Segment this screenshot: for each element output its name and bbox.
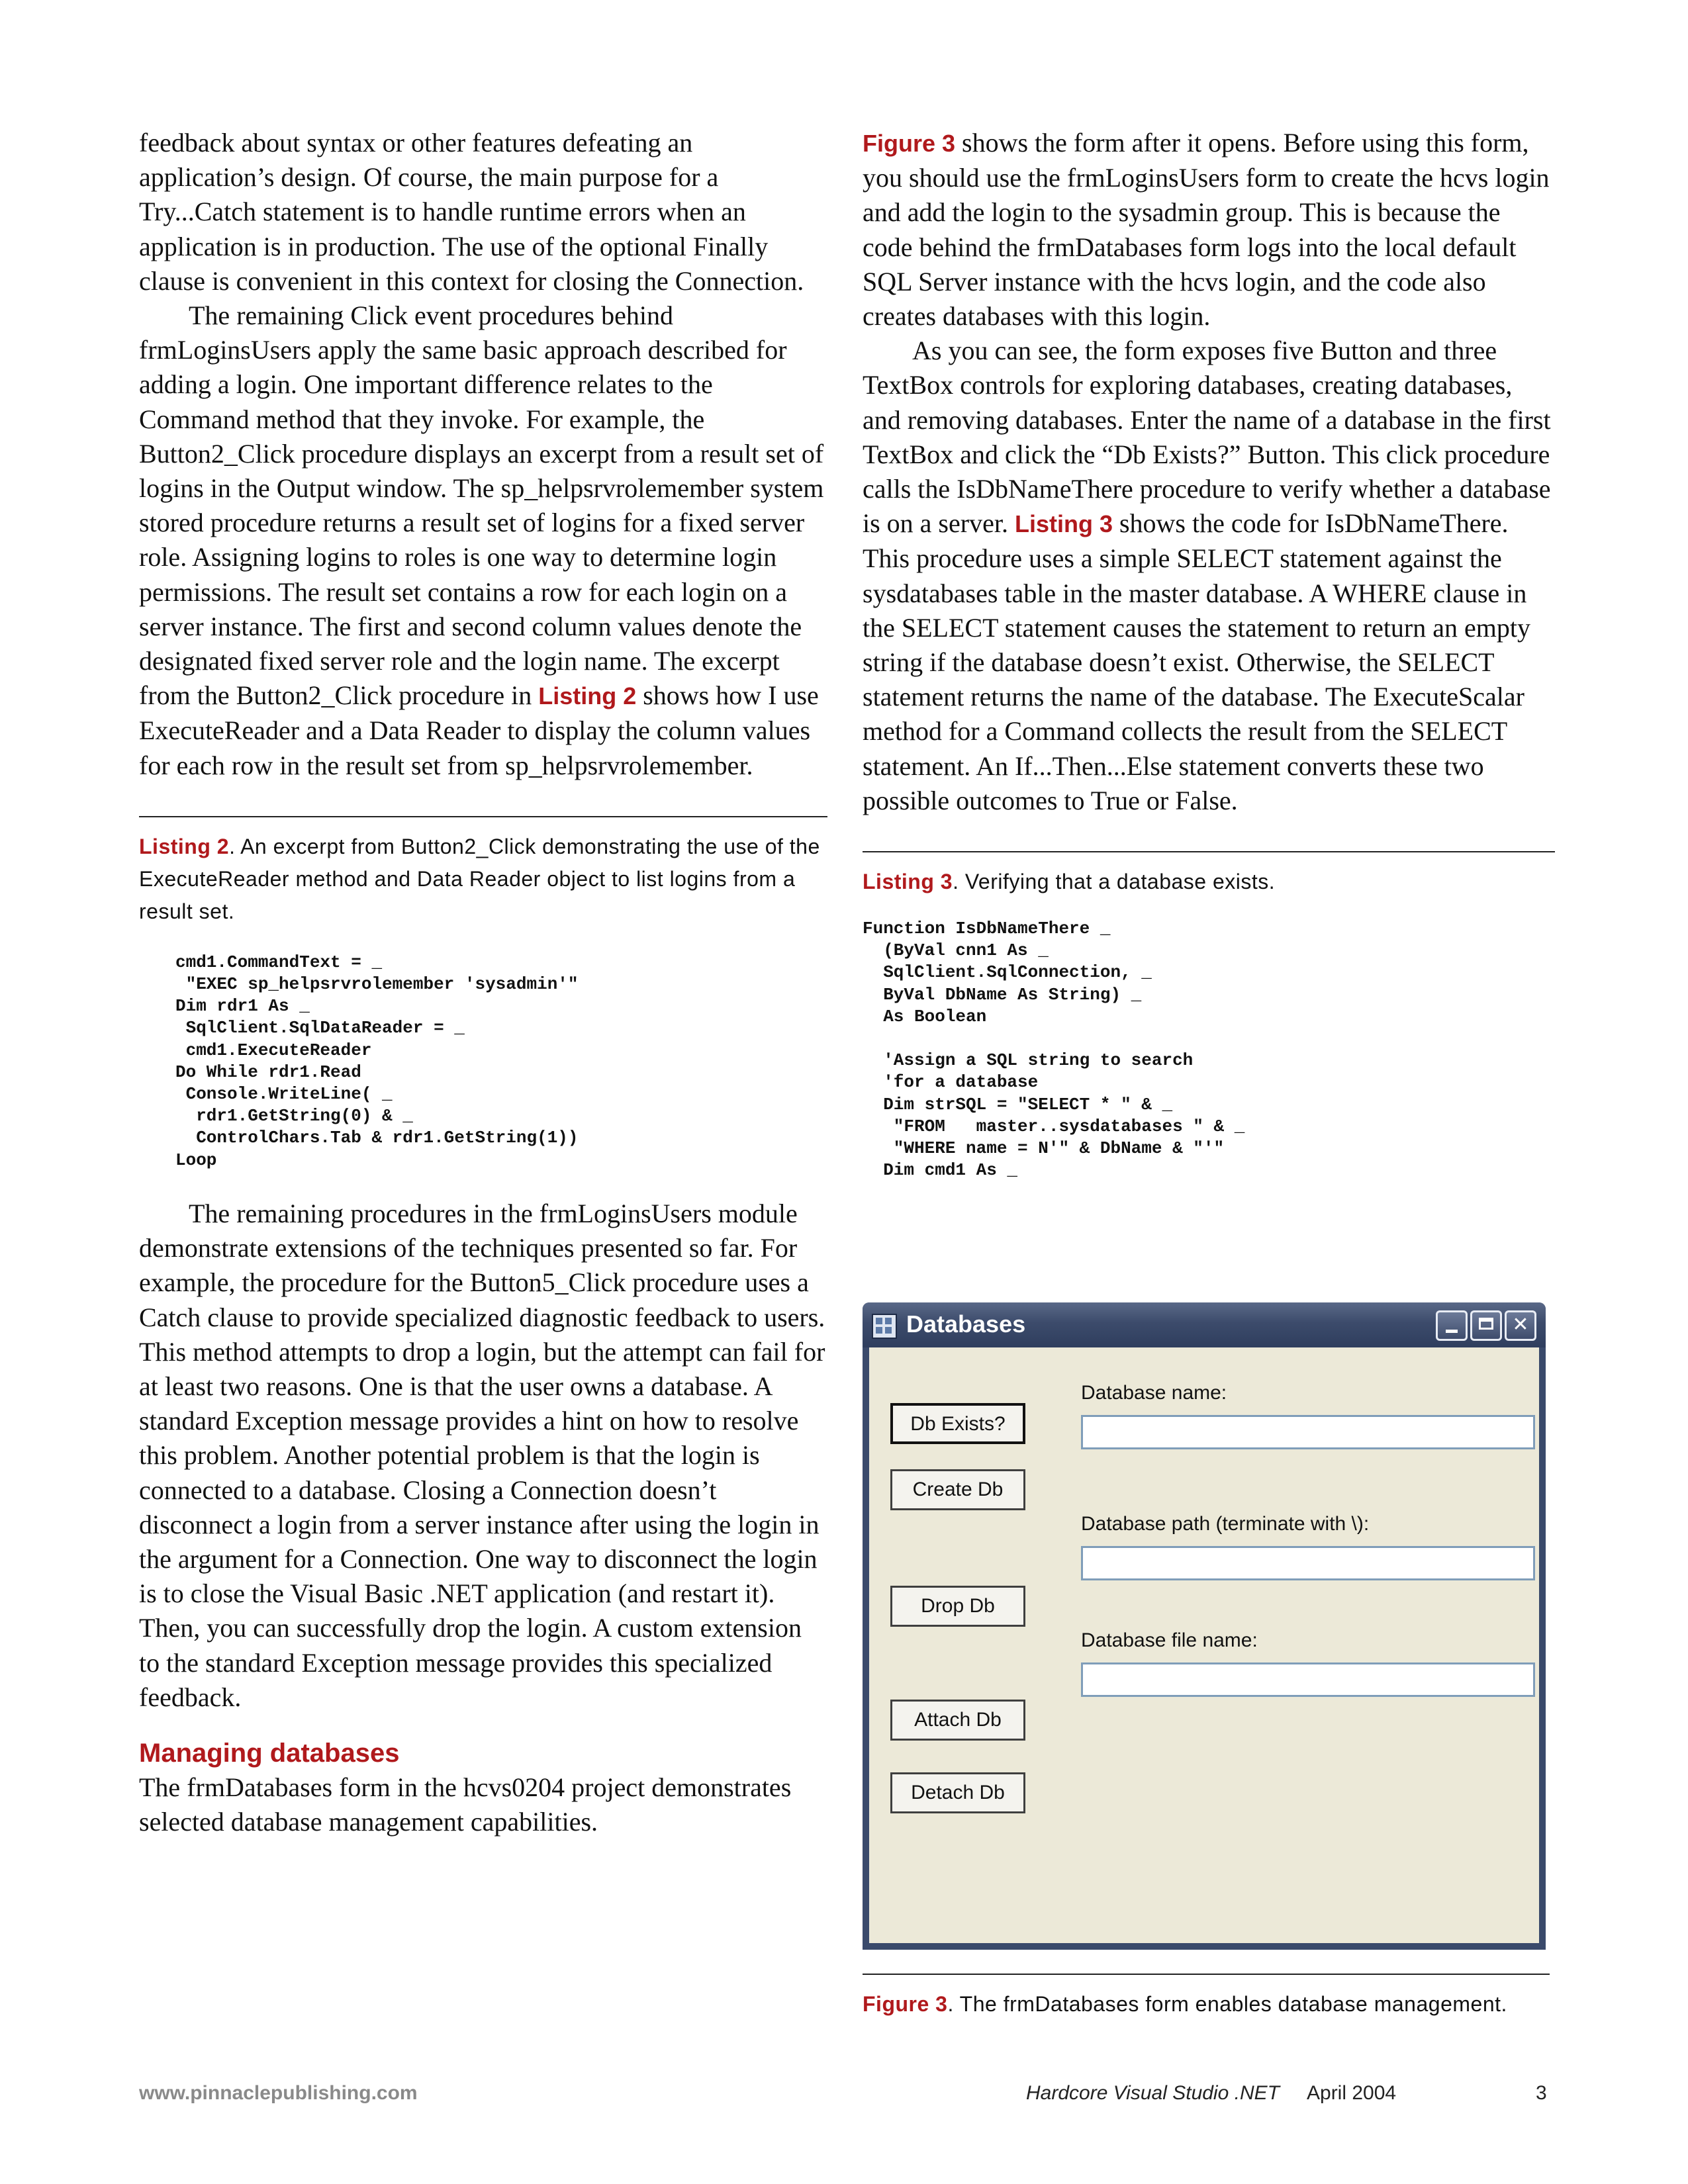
paragraph: The remaining procedures in the frmLoginsUsers module demonstrate extensions of the techniques presented so far. For example, the procedure for the Button5_Click procedure uses a Catch clause to provide specialized diagnostic feedback to users. This method attempts to drop a login, but the attempt can fail for at least two reasons. One is that the user owns a database. A standard Exception message provides a hint on how to resolve this problem. Another potential problem is that the login is connected to a database. Closing a Connection doesn’t disconnect a login from a server instance after using the login in the argument for a Connection. One way to disconnect the login is to close the Visual Basic .NET application (and restart it). Then, you can successfully drop the login. A custom extension to the standard Exception message provides this specialized feedback.	[139, 1198, 825, 1712]
left-body-top	[139, 126, 827, 783]
right-body	[863, 126, 1555, 818]
section-heading: Managing databases	[139, 1738, 400, 1768]
listing-3-reference[interactable]: Listing 3	[1014, 510, 1113, 538]
paragraph: feedback about syntax or other features defeating an application’s design. Of course, the main purpose for a Try...Catch statement is to handle runtime errors when an application is in production. The use of the optional Finally clause is convenient in this context for closing the Connection.	[139, 128, 804, 296]
paragraph	[863, 126, 1555, 334]
paragraph-text: The remaining Click event procedures behind frmLoginsUsers apply the same basic approach described for adding a login. One important difference relates to the Command method that they invoke. For example, the Button2_Click procedure displays an excerpt from a result set of logins in the Output window. The sp_helpsrvrolemember system stored procedure returns a result set of logins for a fixed server role. Assigning logins to roles is one way to determine login permissions. The result set contains a row for each login on a server instance. The first and second column values denote the designated fixed server role and the login name. The excerpt from the Button2_Click procedure in	[139, 300, 824, 711]
listing-3-code: Function IsDbNameThere _ (ByVal cnn1 As _ SqlClient.SqlConnection, _ ByVal DbName As String) _ As Boolean 'Assign a SQL string to search 'for a database Dim strSQL = "SELECT * " & _ "FROM master..sysdatabases " & _ "WHERE name = N'" & DbName & "'" Dim cmd1 As _	[863, 919, 1245, 1181]
detach-db-button[interactable]: Detach Db	[890, 1772, 1025, 1813]
right-column	[863, 126, 1555, 1182]
database-file-name-input[interactable]	[1081, 1662, 1535, 1697]
databases-window	[863, 1302, 1546, 1950]
listing-2-label: Listing 2	[139, 834, 230, 858]
listing-3-caption-text: . Verifying that a database exists.	[953, 870, 1276, 894]
create-db-button[interactable]: Create Db	[890, 1469, 1025, 1510]
listing-2-divider	[139, 816, 827, 817]
paragraph-text: shows the code for IsDbNameThere. This procedure uses a simple SELECT statement against the sysdatabases table in the master database. A WHERE clause in the SELECT statement causes the statement to return an empty string if the database doesn’t exist. Otherwise, the SELECT statement returns the name of the database. The ExecuteScalar method for a Command collects the result from the SELECT statement. An If...Then...Else statement converts these two possible outcomes to True or False.	[863, 508, 1530, 815]
close-icon[interactable]: ✕	[1505, 1310, 1536, 1341]
database-file-name-label: Database file name:	[1081, 1629, 1258, 1651]
listing-2-reference[interactable]: Listing 2	[538, 682, 637, 710]
paragraph-text: shows how I use ExecuteReader and a Data Reader to display the column values for each row in the result set from sp_helpsrvrolemember.	[139, 680, 819, 780]
paragraph: The frmDatabases form in the hcvs0204 project demonstrates selected database management capabilities.	[139, 1772, 792, 1837]
database-path-label: Database path (terminate with \):	[1081, 1513, 1370, 1535]
window-client-area	[869, 1347, 1539, 1943]
window-title: Databases	[906, 1310, 1026, 1338]
figure-3-divider	[863, 1974, 1550, 1975]
footer-url[interactable]: www.pinnaclepublishing.com	[139, 2082, 418, 2104]
figure-3-caption-text: . The frmDatabases form enables database management.	[947, 1992, 1507, 2016]
left-body-end	[139, 1770, 827, 1839]
database-path-input[interactable]	[1081, 1546, 1535, 1580]
footer-publication: Hardcore Visual Studio .NET	[1026, 2082, 1280, 2104]
drop-db-button[interactable]: Drop Db	[890, 1586, 1025, 1627]
listing-3-divider	[863, 851, 1555, 852]
listing-3-caption	[863, 866, 1555, 898]
figure-3-label: Figure 3	[863, 1992, 948, 2016]
listing-2-caption	[139, 831, 827, 928]
left-body-bottom	[139, 1197, 827, 1715]
db-exists-button[interactable]: Db Exists?	[890, 1403, 1025, 1444]
database-name-input[interactable]	[1081, 1415, 1535, 1449]
listing-2-code: cmd1.CommandText = _ "EXEC sp_helpsrvrolemember 'sysadmin'" Dim rdr1 As _ SqlClient.SqlDataReader = _ cmd1.ExecuteReader Do While rdr1.Read Console.WriteLine( _ rdr1.GetString(0) & _ ControlChars.Tab & rdr1.GetString(1)) Loop	[175, 952, 579, 1170]
listing-2-caption-text: . An excerpt from Button2_Click demonstrating the use of the ExecuteReader method and Data Reader object to list logins from a result set.	[139, 834, 820, 923]
left-column	[139, 126, 827, 1839]
page-number: 3	[1536, 2082, 1547, 2104]
figure-3-reference[interactable]: Figure 3	[863, 130, 956, 157]
maximize-icon[interactable]	[1470, 1310, 1502, 1341]
paragraph-text: As you can see, the form exposes five Button and three TextBox controls for exploring databases, creating databases, and removing databases. Enter the name of a database in the first TextBox and click the “Db Exists?” Button. This click procedure calls the IsDbNameThere procedure to verify whether a database is on a server.	[863, 336, 1551, 539]
listing-3-label: Listing 3	[863, 870, 953, 894]
app-icon	[872, 1314, 897, 1339]
paragraph	[139, 298, 827, 783]
database-name-label: Database name:	[1081, 1382, 1227, 1404]
footer-date: April 2004	[1307, 2082, 1397, 2104]
window-title-bar[interactable]	[863, 1302, 1546, 1347]
minimize-icon[interactable]	[1436, 1310, 1468, 1341]
paragraph-text: shows the form after it opens. Before using this form, you should use the frmLoginsUsers form to create the hcvs login and add the login to the sysadmin group. This is because the code behind the frmDatabases form logs into the local default SQL Server instance with the hcvs login, and the code also creates databases with this login.	[863, 128, 1550, 332]
figure-3-caption	[863, 1988, 1551, 2021]
paragraph	[863, 334, 1555, 818]
attach-db-button[interactable]: Attach Db	[890, 1700, 1025, 1741]
